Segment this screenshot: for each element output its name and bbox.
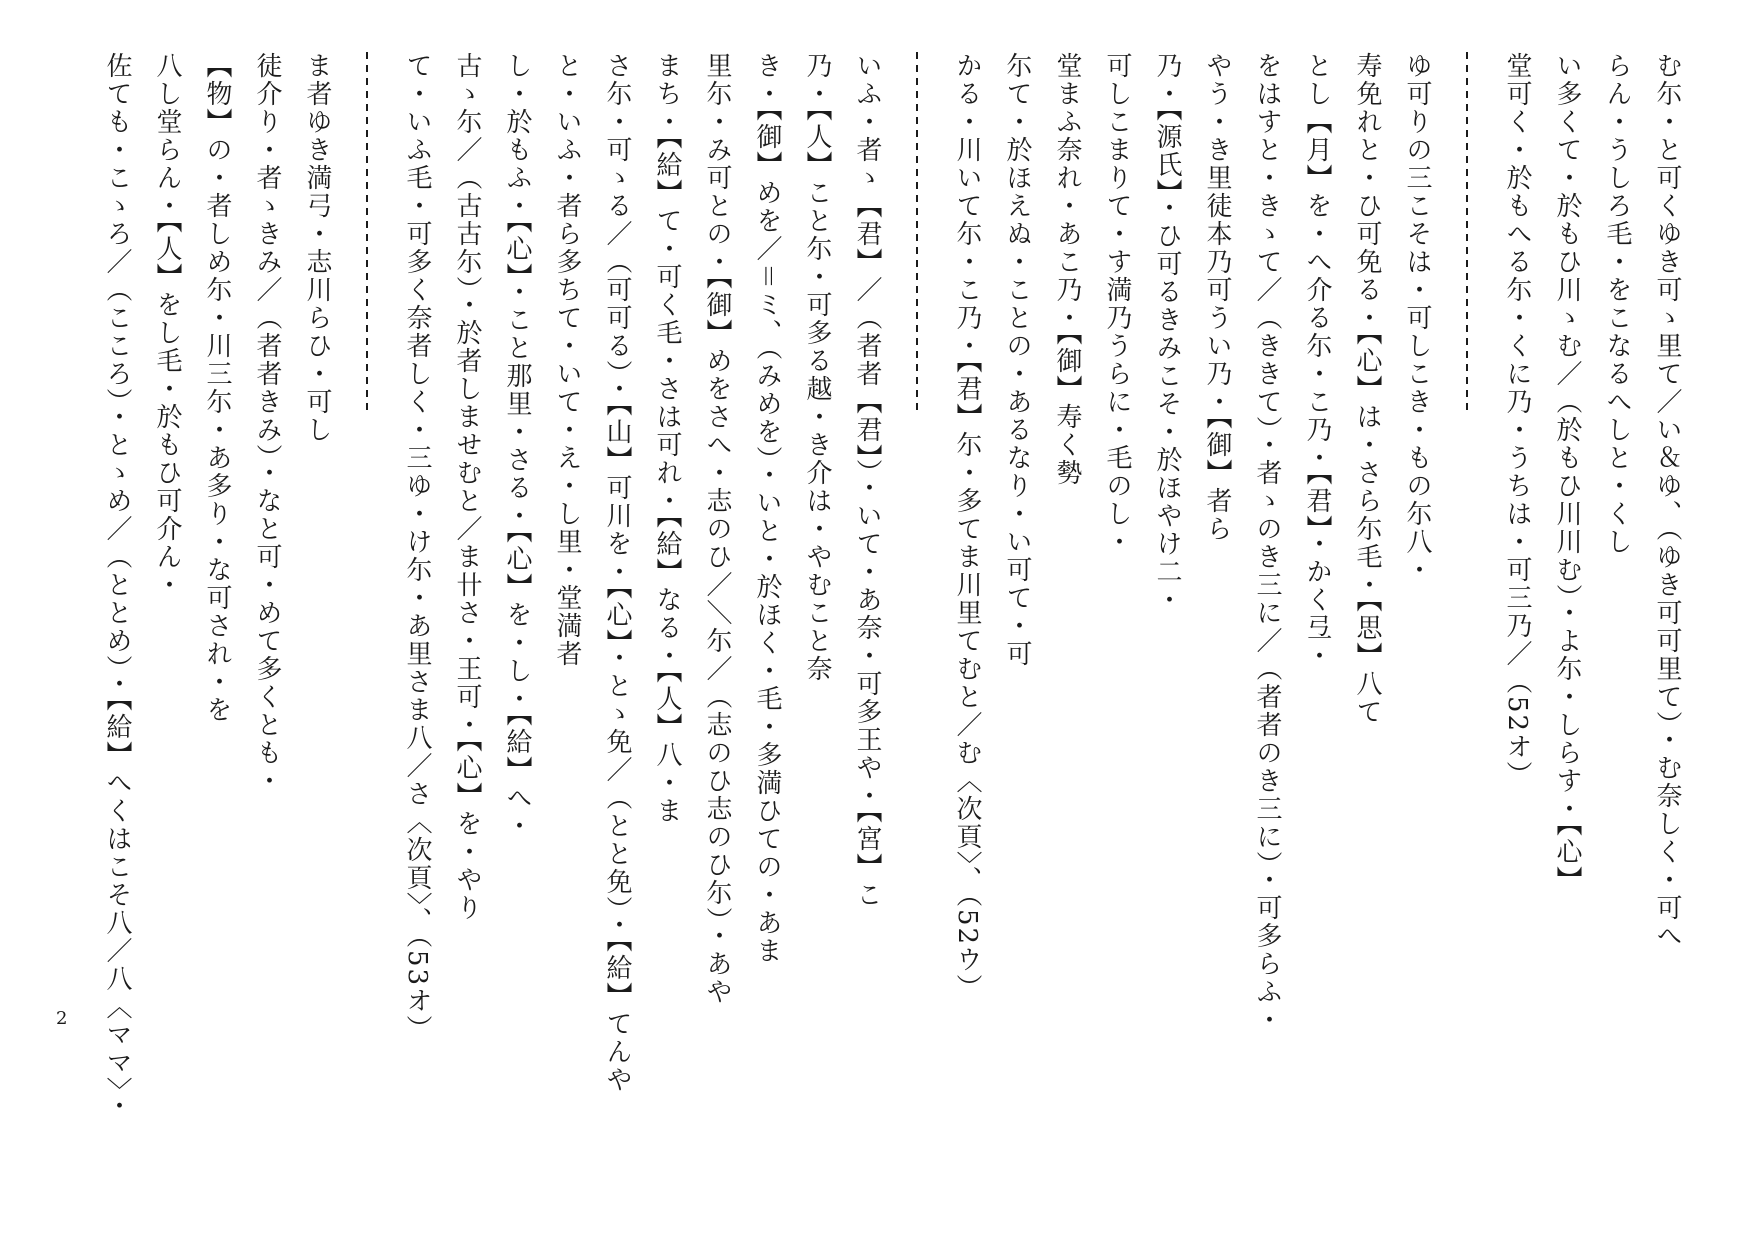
text-column: とし【月】を・へ介る尓・こ乃・【君】・かく弖・ (1302, 52, 1332, 670)
text-column: 堂可く・於もへる尓・くに乃・うちは・可三乃／（52オ） (1502, 52, 1532, 790)
text-column: いふ・者ゝ【君】／（者者【君】）・いて・あ奈・可多王や・【宮】こ (852, 52, 882, 909)
text-column: し・於もふ・【心】・こと那里・さる・【心】を・し・【給】へ・ (502, 52, 532, 840)
manuscript-text (92, 52, 1692, 1212)
text-column: 里尓・み可との・【御】めをさへ・志のひ／＼尓／（志のひ志のひ尓）・あや (702, 52, 732, 1006)
text-column: 八し堂らん・【人】をし毛・於もひ可介ん・ (152, 52, 182, 599)
text-column: かる・川いて尓・こ乃・【君】尓・多てま川里てむと／む〈次頁〉、（52ウ） (952, 52, 982, 1003)
text-column: き・【御】めを／＝ミ、（みめを）・いと・於ほく・毛・多満ひての・あま (752, 52, 782, 966)
page-number: 2 (56, 1008, 68, 1029)
text-column: い多くて・於もひ川ゝむ／（於もひ川川む）・よ尓・しらす・【心】 (1552, 52, 1582, 894)
section-divider (366, 52, 368, 414)
section-divider (1466, 52, 1468, 414)
section-divider (916, 52, 918, 414)
text-column: 尓て・於ほえぬ・ことの・あるなり・い可て・可 (1002, 52, 1032, 668)
text-column: ゆ可りの三こそは・可しこき・もの尓八・ (1402, 52, 1432, 584)
text-column: さ尓・可ゝる／（可可る）・【山】可川を・【心】・とゝ免／（とと免）・【給】てんや (602, 52, 632, 1094)
text-column: 寿免れと・ひ可免る・【心】は・さら尓毛・【思】八て (1352, 52, 1382, 726)
text-column: 徒介り・者ゝきみ／（者者きみ）・なと可・めて多くとも・ (252, 52, 282, 795)
text-column: をはすと・きゝて／（ききて）・者ゝのき三に／（者者のき三に）・可多らふ・ (1252, 52, 1282, 1034)
text-column: やう・き里徒本乃可うい乃・【御】者ら (1202, 52, 1232, 543)
text-column: 古ゝ尓／（古古尓）・於者しませむと／ま卄さ・王可・【心】を・やり (452, 52, 482, 922)
text-column: 佐ても・こゝろ／（こころ）・とゝめ／（ととめ）・【給】へくはこそ八／八〈ママ〉・ (102, 52, 132, 1120)
text-column: まち・【給】て・可く毛・さは可れ・【給】なる・【人】八・ま (652, 52, 682, 825)
text-column: 堂まふ奈れ・あこ乃・【御】寿く勢 (1052, 52, 1082, 487)
text-column: らん・うしろ毛・をこなるへしと・くし (1602, 52, 1632, 556)
text-column: ま者ゆき満弓・志川らひ・可し (302, 52, 332, 444)
text-column: 可しこまりて・す満乃うらに・毛のし・ (1102, 52, 1132, 556)
text-column: 【物】の・者しめ尓・川三尓・あ多り・な可され・を (202, 52, 232, 724)
text-column: む尓・と可くゆき可ゝ里て／い＆ゆ、（ゆき可可里て）・む奈しく・可へ (1652, 52, 1682, 950)
text-column: 乃・【源氏】・ひ可るきみこそ・於ほやけ二・ (1152, 52, 1182, 614)
text-column: 乃・【人】こと尓・可多る越・き介は・やむこと奈 (802, 52, 832, 683)
text-column: と・いふ・者ら多ちて・いて・え・し里・堂満者 (552, 52, 582, 668)
text-column: て・いふ毛・可多く奈者しく・三ゆ・け尓・あ里さま八／さ〈次頁〉、（53オ） (402, 52, 432, 1044)
